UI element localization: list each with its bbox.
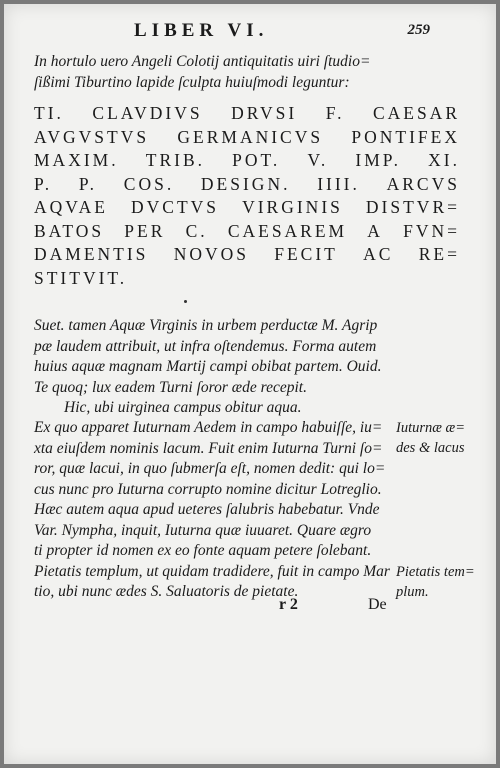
intro-text [34,52,370,93]
inscription-word: DRVSI [231,103,298,123]
text-line: huius aquæ magnam Martij campi obibat partem. Ouid. [34,358,382,375]
running-title: LIBER VI. [134,20,269,41]
inscription-word: AQVAE [34,197,108,217]
inscription-word: C. [185,220,208,241]
inscription-line [34,220,460,244]
paragraph-aqua-virgo [34,316,381,419]
book-page [4,4,496,764]
marginal-line: des & lacus [396,440,465,456]
text-line: ti propter id nomen ex eo fonte aquam petere ſolebant. [34,542,372,559]
inscription-block [34,102,460,290]
inscription-word: RE= [418,244,460,264]
inscription-word: CAESAREM [227,220,348,241]
marginal-note-iuturna [396,418,465,458]
inscription-word: AVGVSTVS [34,126,150,147]
inscription-word: P. [34,173,53,194]
inscription-line [34,243,460,267]
inscription-word: DAMENTIS [34,244,149,264]
inscription-word: P. [78,173,98,194]
intro-line: In hortulo uero Angeli Colotij antiquitatis uiri ſtudio= [34,53,371,70]
marginal-line: Iuturnæ æ= [396,420,466,436]
text-line: tio, ubi nunc ædes S. Saluatoris de pietate. [34,583,299,600]
inscription-word: IMP. [355,150,401,170]
inscription-word: FVN= [403,220,460,241]
text-line: xta eiuſdem nominis lacum. Fuit enim Iuturna Turni ſo= [34,439,383,457]
inscription-word: DVCTVS [131,197,220,217]
inscription-word: TI. [34,103,64,123]
inscription-word: AC [363,244,394,264]
inscription-word: V. [307,150,329,170]
inscription-word: GERMANICVS [177,126,324,147]
inscription-word: MAXIM. [34,150,119,170]
inscription-word: A [367,220,383,241]
signature-mark: r 2 [279,596,298,613]
text-line: Hæc autem aqua apud ueteres ſalubris habebatur. Vnde [34,501,380,518]
inscription-word: TRIB. [145,150,206,170]
text-line: Var. Nympha, inquit, Iuturna quæ iuuaret. Quare ægro [34,521,372,539]
inscription-word: F. [325,103,345,123]
marginal-line: Pietatis tem= [396,564,475,580]
inscription-word: DESIGN. [200,173,291,194]
text-line: cus nunc pro Iuturna corrupto nomine dicitur Lotreglio. [34,480,382,498]
inscription-word: VIRGINIS [242,197,343,217]
inscription-word: STITVIT. [34,267,128,288]
text-line: pæ laudem attribuit, ut infra oſtendemus. Forma autem [34,337,377,355]
inscription-line [34,102,460,126]
inscription-word: NOVOS [173,244,249,264]
text-line: ror, quæ lacui, in quo ſubmerſa eſt, nomen dedit: qui lo= [34,460,386,477]
inscription-word: BATOS [34,220,105,241]
text-line: Te quoq; lux eadem Turni ſoror æde recepit. [34,378,307,396]
marginal-line: plum. [396,584,429,600]
intro-line: ſißimi Tiburtino lapide ſculpta huiuſmodi leguntur: [34,73,350,91]
inscription-line [34,126,460,150]
inscription-word: CAESAR [372,103,460,123]
inscription-word: PONTIFEX [351,126,460,147]
page-footer [4,596,496,618]
inscription-word: COS. [123,173,175,194]
inscription-word: ARCVS [386,173,460,194]
inscription-word: CLAVDIVS [92,103,203,123]
text-line: Suet. tamen Aquæ Virginis in urbem perductæ M. Agrip [34,317,378,334]
inscription-word: FECIT [274,244,338,264]
catchword: De [368,596,387,613]
inscription-line [34,267,460,291]
inscription-word: POT. [232,150,281,170]
page-header [4,20,496,44]
text-line: Hic, ubi uirginea campus obitur aqua. [64,399,302,416]
text-line: Pietatis templum, ut quidam tradidere, fuit in campo Mar [34,562,390,580]
page-number: 259 [407,22,430,38]
text-line: Ex quo apparet Iuturnam Aedem in campo habuiſſe, iu= [34,419,383,436]
inscription-word: PER [124,220,166,241]
inscription-line [34,196,460,220]
inscription-word: IIII. [317,173,360,194]
inscription-word: XI. [428,150,460,170]
inscription-line [34,173,460,197]
inscription-line [34,149,460,173]
inscription-word: DISTVR= [365,197,460,217]
ink-dot [184,300,187,303]
paragraph-iuturna [34,418,390,603]
